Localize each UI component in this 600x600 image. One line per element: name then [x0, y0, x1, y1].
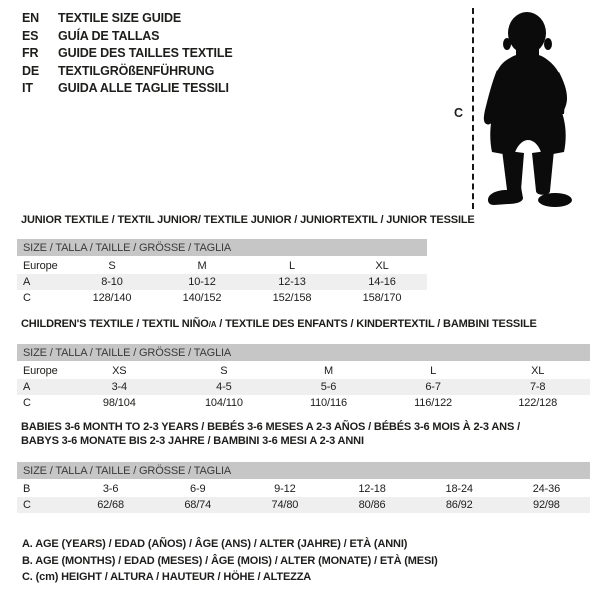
size-cell: XL: [485, 363, 590, 379]
size-cell: XS: [67, 363, 172, 379]
size-header-bar: SIZE / TALLA / TAILLE / GRÖSSE / TAGLIA: [17, 344, 590, 363]
row-label-cell: Europe: [17, 258, 67, 274]
size-cell: 86/92: [416, 497, 503, 513]
size-cell: 158/170: [337, 290, 427, 306]
lang-title: GUIDE DES TAILLES TEXTILE: [58, 46, 233, 60]
size-cell: 110/116: [276, 395, 381, 411]
section-title-subscript: /A: [208, 320, 217, 329]
row-label-cell: C: [17, 395, 67, 411]
size-cell: 62/68: [67, 497, 154, 513]
lang-row-it: [22, 80, 233, 98]
size-cell: 116/122: [381, 395, 486, 411]
lang-code: EN: [22, 11, 40, 25]
size-cell: 128/140: [67, 290, 157, 306]
table-row-age-months: [17, 481, 590, 497]
footnotes: [22, 536, 438, 586]
size-cell: 12-13: [247, 274, 337, 290]
size-cell: 6-9: [154, 481, 241, 497]
size-cell: 80/86: [328, 497, 415, 513]
size-cell: 98/104: [67, 395, 172, 411]
footnote-b: B. AGE (MONTHS) / EDAD (MESES) / ÂGE (MOIS) / ALTER (MONATE) / ETÀ (MESI): [22, 554, 438, 567]
size-cell: M: [157, 258, 247, 274]
lang-row-en: [22, 10, 233, 28]
size-cell: 92/98: [503, 497, 590, 513]
size-cell: 4-5: [172, 379, 277, 395]
size-cell: 6-7: [381, 379, 486, 395]
size-header-bar: SIZE / TALLA / TAILLE / GRÖSSE / TAGLIA: [17, 239, 427, 258]
baby-silhouette-icon: [480, 10, 575, 208]
table-row-europe: [17, 258, 427, 274]
size-cell: 14-16: [337, 274, 427, 290]
size-cell: 8-10: [67, 274, 157, 290]
size-cell: S: [67, 258, 157, 274]
size-cell: 5-6: [276, 379, 381, 395]
size-header-bar: SIZE / TALLA / TAILLE / GRÖSSE / TAGLIA: [17, 462, 590, 481]
size-cell: L: [247, 258, 337, 274]
lang-row-de: [22, 63, 233, 81]
section-title-junior: JUNIOR TEXTILE / TEXTIL JUNIOR/ TEXTILE JUNIOR / JUNIORTEXTIL / JUNIOR TESSILE: [21, 214, 475, 226]
size-cell: 3-6: [67, 481, 154, 497]
size-cell: 9-12: [241, 481, 328, 497]
size-cell: 74/80: [241, 497, 328, 513]
table-row-europe: [17, 363, 590, 379]
row-label-cell: C: [17, 497, 67, 513]
footnote-a: A. AGE (YEARS) / EDAD (AÑOS) / ÂGE (ANS) / ALTER (JAHRE) / ETÀ (ANNI): [22, 538, 408, 550]
size-cell: 122/128: [485, 395, 590, 411]
lang-title: GUÍA DE TALLAS: [58, 28, 160, 43]
size-cell: S: [172, 363, 277, 379]
row-label-cell: B: [17, 481, 67, 497]
size-cell: M: [276, 363, 381, 379]
row-label-cell: Europe: [17, 363, 67, 379]
lang-code: IT: [22, 81, 33, 95]
section-title-text: / TEXTILE DES ENFANTS / KINDERTEXTIL / BAMBINI TESSILE: [216, 318, 537, 330]
section-title-babies: [21, 420, 581, 448]
language-header: [22, 10, 233, 98]
size-cell: 24-36: [503, 481, 590, 497]
table-row-age: [17, 379, 590, 395]
lang-code: ES: [22, 28, 39, 43]
row-label-cell: C: [17, 290, 67, 306]
section-title-line1: BABIES 3-6 MONTH TO 2-3 YEARS / BEBÉS 3-6 MESES A 2-3 AÑOS / BÉBÉS 3-6 MOIS À 2-3 ANS /: [21, 421, 520, 433]
size-cell: 152/158: [247, 290, 337, 306]
row-label-cell: A: [17, 274, 67, 290]
row-label-cell: A: [17, 379, 67, 395]
size-table-children: [17, 344, 590, 411]
size-table-junior: [17, 239, 427, 306]
size-cell: 104/110: [172, 395, 277, 411]
footnote-c: C. (cm) HEIGHT / ALTURA / HAUTEUR / HÖHE / ALTEZZA: [22, 571, 312, 583]
size-cell: 7-8: [485, 379, 590, 395]
size-table-babies: [17, 462, 590, 513]
table-row-age: [17, 274, 427, 290]
lang-title: GUIDA ALLE TAGLIE TESSILI: [58, 81, 229, 95]
lang-title: TEXTILE SIZE GUIDE: [58, 11, 182, 25]
section-title-text: CHILDREN'S TEXTILE / TEXTIL NIÑO: [21, 318, 209, 330]
table-row-height: [17, 497, 590, 513]
lang-row-es: [22, 28, 233, 46]
table-row-height: [17, 290, 427, 306]
lang-code: DE: [22, 63, 40, 78]
size-cell: 10-12: [157, 274, 247, 290]
section-title-line2: BABYS 3-6 MONATE BIS 2-3 JAHRE / BAMBINI 3-6 MESI A 2-3 ANNI: [21, 435, 364, 447]
size-cell: 12-18: [328, 481, 415, 497]
lang-row-fr: [22, 45, 233, 63]
size-cell: L: [381, 363, 486, 379]
lang-code: FR: [22, 46, 39, 60]
lang-title: TEXTILGRÖßENFÜHRUNG: [58, 63, 215, 78]
size-cell: 3-4: [67, 379, 172, 395]
height-label: C: [454, 106, 463, 120]
table-row-height: [17, 395, 590, 411]
height-measure-dashed-line: [472, 8, 474, 209]
size-cell: 140/152: [157, 290, 247, 306]
section-title-children: [21, 317, 537, 332]
size-cell: XL: [337, 258, 427, 274]
size-cell: 18-24: [416, 481, 503, 497]
size-cell: 68/74: [154, 497, 241, 513]
